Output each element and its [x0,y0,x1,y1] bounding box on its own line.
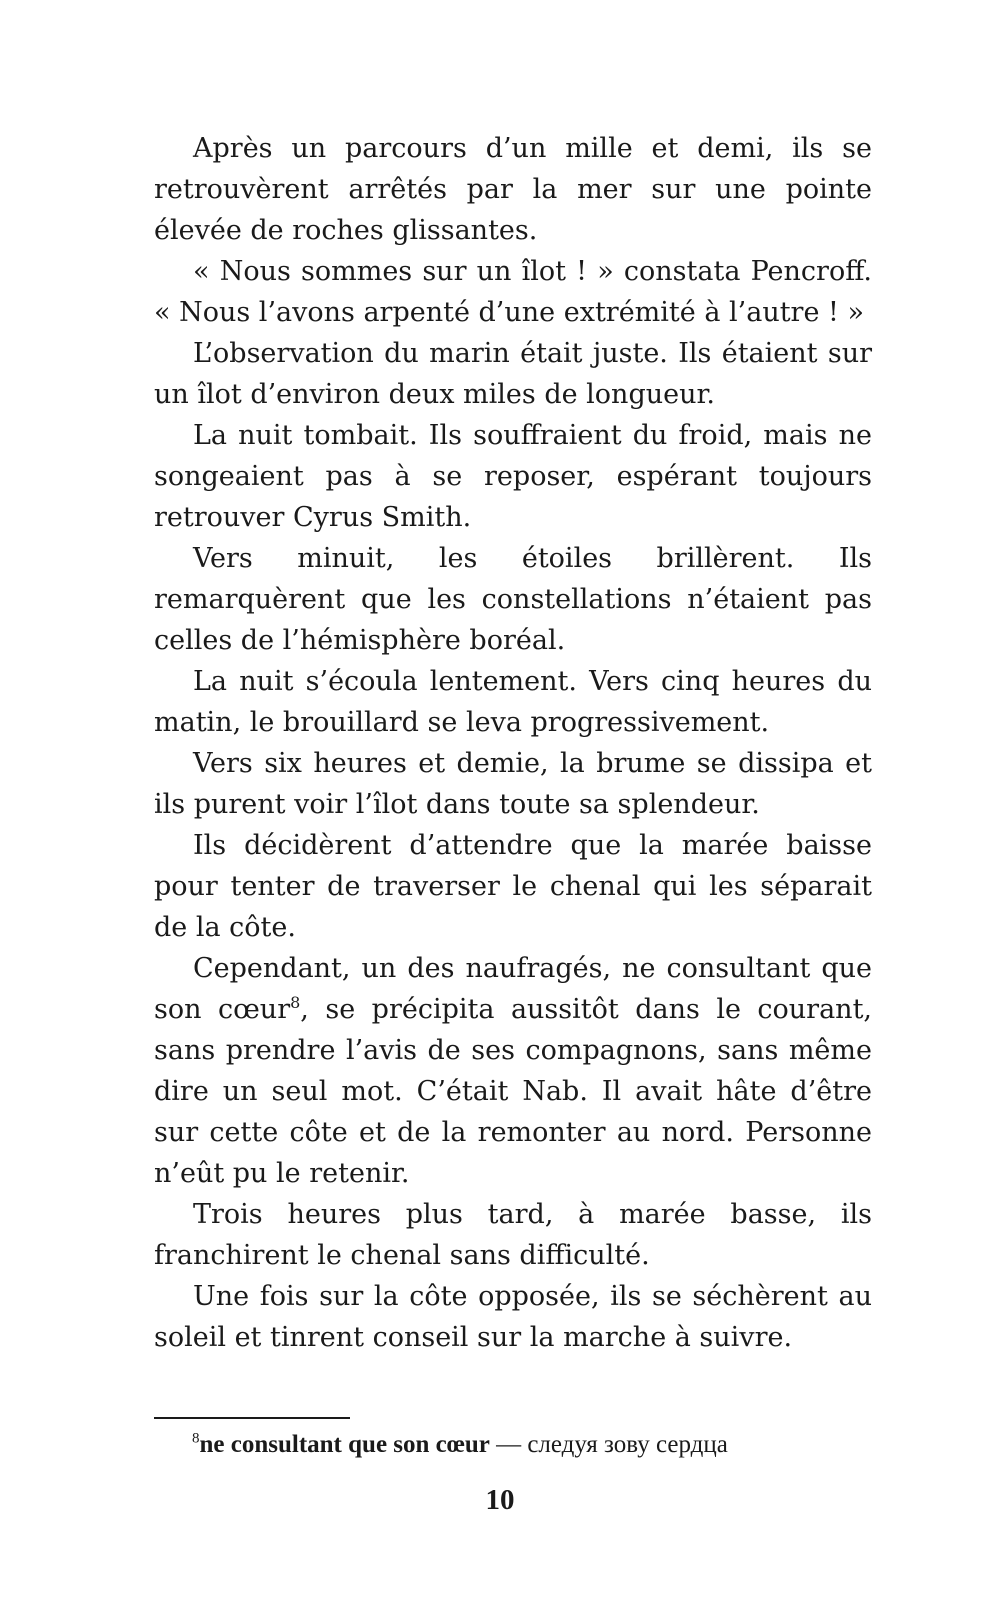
paragraph-1: Après un parcours d’un mille et demi, ils se retrouvèrent arrêtés par la mer sur une pointe élevée de roches glissantes. [154,133,872,246]
body-text [154,128,872,1358]
footnote [154,1428,872,1462]
paragraph-10: Trois heures plus tard, à marée basse, ils franchirent le chenal sans difficulté. [154,1199,872,1271]
footnote-separator: — [489,1431,528,1458]
paragraph-3: L’observation du marin était juste. Ils étaient sur un îlot d’environ deux miles de longueur. [154,338,872,410]
paragraph-2: « Nous sommes sur un îlot ! » constata Pencroff. « Nous l’avons arpenté d’une extrémité à l’autre ! » [154,256,872,328]
paragraph-9 [154,948,872,1194]
paragraph-8: Ils décidèrent d’attendre que la marée baisse pour tenter de traverser le chenal qui les séparait de la côte. [154,830,872,943]
paragraph-5: Vers minuit, les étoiles brillèrent. Ils remarquèrent que les constellations n’étaient pas celles de l’hémisphère boréal. [154,543,872,656]
paragraph-11: Une fois sur la côte opposée, ils se séchèrent au soleil et tinrent conseil sur la marche à suivre. [154,1281,872,1353]
footnote-term: ne consultant que son cœur [199,1431,490,1458]
page-number: 10 [485,1484,515,1516]
paragraph-7: Vers six heures et demie, la brume se dissipa et ils purent voir l’îlot dans toute sa splendeur. [154,748,872,820]
footnote-reference[interactable]: 8 [290,993,301,1012]
footnote-marker: 8 [192,1430,200,1447]
paragraph-9-text-before-note: Cependant, un des naufragés, ne consultant que son cœur [154,953,872,1025]
paragraph-4: La nuit tombait. Ils souffraient du froid, mais ne songeaient pas à se reposer, espérant toujours retrouver Cyrus Smith. [154,420,872,533]
paragraph-6: La nuit s’écoula lentement. Vers cinq heures du matin, le brouillard se leva progressivement. [154,666,872,738]
footnote-translation: следуя зову сердца [527,1431,728,1458]
footnote-divider [154,1417,350,1419]
paragraph-9-text-after-note: , se précipita aussitôt dans le courant, sans prendre l’avis de ses compagnons, sans même dire un seul mot. C’était Nab. Il avait hâte d’être sur cette côte et de la remonter au nord. Personne n’eût pu le retenir. [154,994,873,1189]
